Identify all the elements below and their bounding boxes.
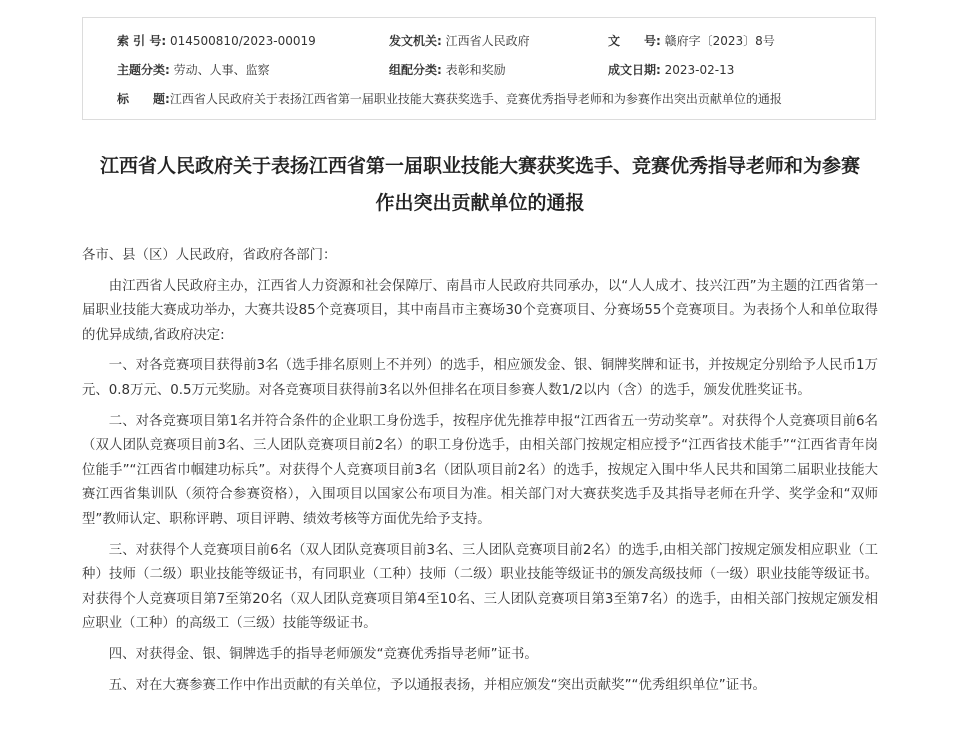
topic-category-field [117, 60, 270, 80]
assembly-category-value: 表彰和奖励 [445, 63, 506, 77]
body-paragraph-4: 四、对获得金、银、铜牌选手的指导老师颁发“竞赛优秀指导老师”证书。 [108, 646, 538, 662]
written-date-field [608, 60, 734, 80]
body-paragraph-5: 五、对在大赛参赛工作中作出贡献的有关单位，予以通报表扬，并相应颁发“突出贡献奖”“优秀组织单位”证书。 [108, 677, 766, 693]
body-paragraph-1: 一、对各竞赛项目获得前3名（选手排名原则上不并列）的选手，相应颁发金、银、铜牌奖牌和证书，并按规定分别给予人民币1万元、0.8万元、0.5万元奖励。对各竞赛项目获得前3名以外但排名在项目参赛人数1/2以内（含）的选手，颁发优胜奖证书。 [82, 358, 878, 398]
document-number-field [608, 31, 775, 51]
title-value: 江西省人民政府关于表扬江西省第一届职业技能大赛获奖选手、竞赛优秀指导老师和为参赛作出突出贡献单位的通报 [169, 92, 782, 106]
body-paragraph-intro: 由江西省人民政府主办，江西省人力资源和社会保障厅、南昌市人民政府共同承办，以“人人成才、技兴江西”为主题的江西省第一届职业技能大赛成功举办，大赛共设85个竞赛项目，其中南昌市主赛场30个竞赛项目、分赛场55个竞赛项目。为表扬个人和单位取得的优异成绩,省政府决定: [82, 278, 878, 343]
document-title-line-2: 作出突出贡献单位的通报 [375, 192, 585, 214]
body-paragraph-2: 二、对各竞赛项目第1名并符合条件的企业职工身份选手，按程序优先推荐申报“江西省五一劳动奖章”。对获得个人竞赛项目前6名（双人团队竞赛项目前3名、三人团队竞赛项目前2名）的职工身份选手，由相关部门按规定相应授予“江西省技术能手”“江西省青年岗位能手”“江西省巾帼建功标兵”。对获得个人竞赛项目前3名（团队项目前2名）的选手，按规定入围中华人民共和国第二届职业技能大赛江西省集训队（须符合参赛资格），入围项目以国家公布项目为准。相关部门对大赛获奖选手及其指导老师在升学、奖学金和“双师型”教师认定、职称评聘、项目评聘、绩效考核等方面优先给予支持。 [82, 413, 878, 527]
index-number-field [117, 31, 316, 51]
index-number-label: 索 引 号: [117, 34, 167, 48]
body-paragraph-3: 三、对获得个人竞赛项目前6名（双人团队竞赛项目前3名、三人团队竞赛项目前2名）的选手,由相关部门按规定颁发相应职业（工种）技师（二级）职业技能等级证书，有同职业（工种）技师（二级）职业技能等级证书的颁发高级技师（一级）职业技能等级证书。对获得个人竞赛项目第7至第20名（双人团队竞赛项目第4至10名、三人团队竞赛项目第3至第7名）的选手，由相关部门按规定颁发相应职业（工种）的高级工（三级）技能等级证书。 [82, 542, 878, 632]
assembly-category-field [389, 60, 506, 80]
written-date-label: 成文日期: [608, 63, 661, 77]
salutation: 各市、县（区）人民政府，省政府各部门： [82, 248, 337, 263]
document-title-line-1: 江西省人民政府关于表扬江西省第一届职业技能大赛获奖选手、竞赛优秀指导老师和为参赛 [99, 155, 860, 177]
issuing-authority-label: 发文机关: [389, 34, 442, 48]
document-number-value: 赣府字〔2023〕8号 [664, 34, 775, 48]
topic-category-value: 劳动、人事、监察 [173, 63, 270, 77]
title-label: 标 题: [117, 92, 170, 106]
issuing-authority-field [389, 31, 530, 51]
document-number-label: 文 号: [608, 34, 661, 48]
index-number-value: 014500810/2023-00019 [169, 34, 316, 48]
topic-category-label: 主题分类: [117, 63, 170, 77]
issuing-authority-value: 江西省人民政府 [445, 34, 530, 48]
document-title [60, 148, 900, 222]
document-metadata-panel [82, 17, 876, 120]
assembly-category-label: 组配分类: [389, 63, 442, 77]
document-body [82, 244, 878, 698]
written-date-value: 2023-02-13 [664, 63, 735, 77]
title-field [117, 89, 782, 109]
